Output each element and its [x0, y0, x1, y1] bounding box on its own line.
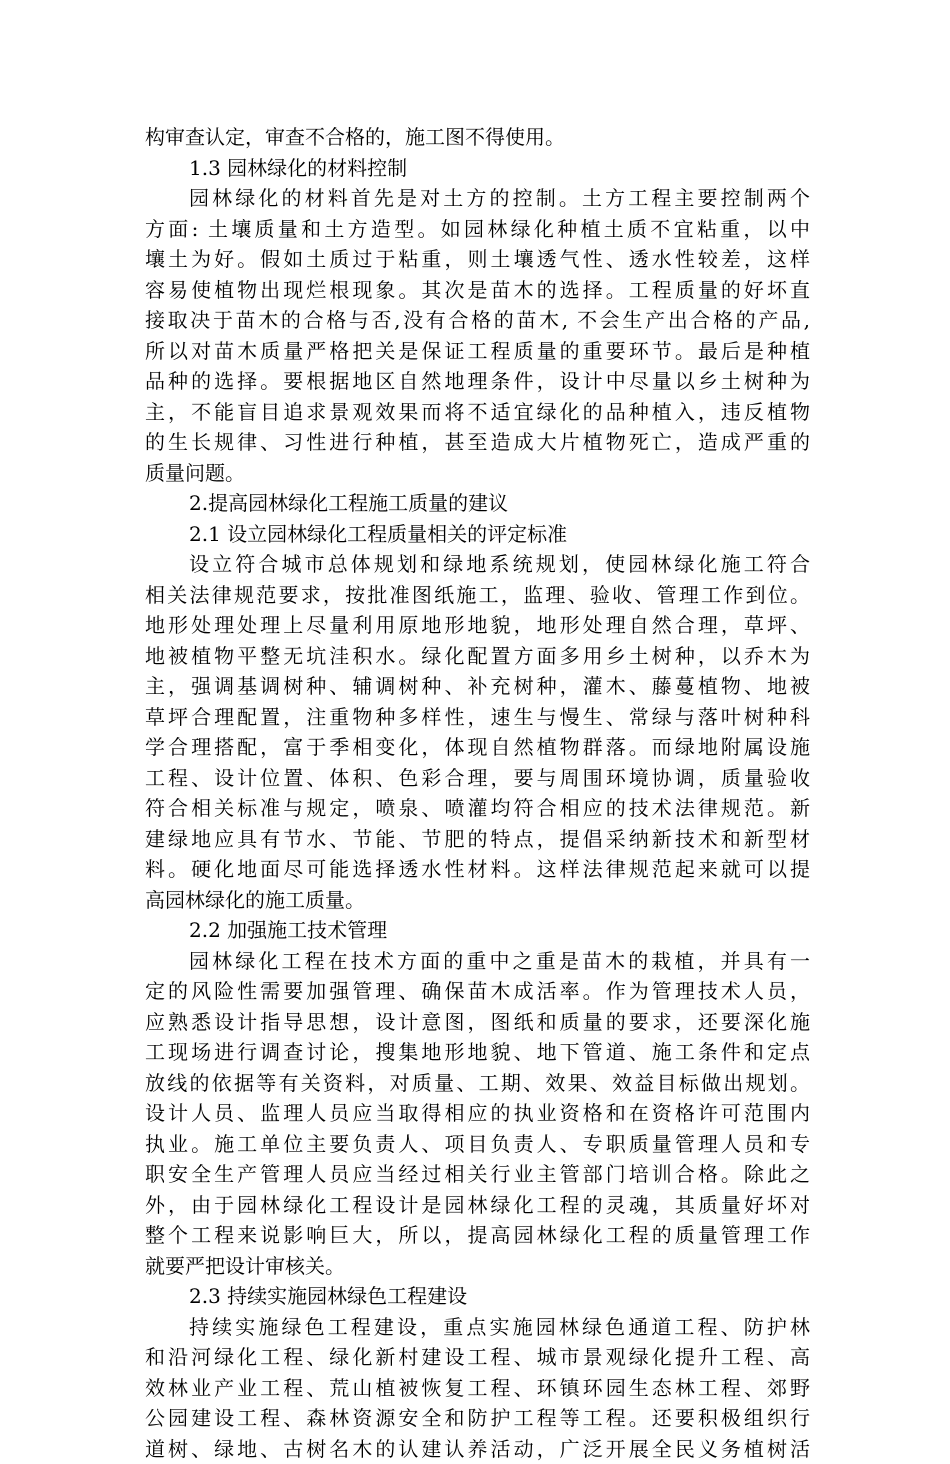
text-line: 构审查认定，审查不合格的，施工图不得使用。 [145, 122, 810, 153]
text-line: 主，不能盲目追求景观效果而将不适宜绿化的品种植入，违反植物 [145, 397, 810, 428]
text-line: 容易使植物出现烂根现象。其次是苗木的选择。工程质量的好坏直 [145, 275, 810, 306]
text-line: 效林业产业工程、荒山植被恢复工程、环镇环园生态林工程、郊野 [145, 1373, 810, 1404]
text-line: 壤土为好。假如土质过于粘重，则土壤透气性、透水性较差，这样 [145, 244, 810, 275]
text-line: 整个工程来说影响巨大，所以，提高园林绿化工程的质量管理工作 [145, 1220, 810, 1251]
text-line: 1.3 园林绿化的材料控制 [145, 153, 810, 184]
text-line: 和沿河绿化工程、绿化新村建设工程、城市景观绿化提升工程、高 [145, 1342, 810, 1373]
text-line: 工程、设计位置、体积、色彩合理，要与周围环境协调，质量验收 [145, 763, 810, 794]
text-line: 应熟悉设计指导思想，设计意图，图纸和质量的要求，还要深化施 [145, 1007, 810, 1038]
text-line: 相关法律规范要求，按批准图纸施工，监理、验收、管理工作到位。 [145, 580, 810, 611]
text-line: 公园建设工程、森林资源安全和防护工程等工程。还要积极组织行 [145, 1403, 810, 1434]
text-line: 园林绿化的材料首先是对土方的控制。土方工程主要控制两个 [145, 183, 810, 214]
text-line: 质量问题。 [145, 458, 810, 489]
text-line: 2.2 加强施工技术管理 [145, 915, 810, 946]
text-line: 草坪合理配置，注重物种多样性，速生与慢生、常绿与落叶树种科 [145, 702, 810, 733]
text-line: 2.提高园林绿化工程施工质量的建议 [145, 488, 810, 519]
text-line: 符合相关标准与规定，喷泉、喷灌均符合相应的技术法律规范。新 [145, 793, 810, 824]
text-line: 执业。施工单位主要负责人、项目负责人、专职质量管理人员和专 [145, 1129, 810, 1160]
text-line: 道树、绿地、古树名木的认建认养活动，广泛开展全民义务植树活 [145, 1434, 810, 1464]
text-line: 2.1 设立园林绿化工程质量相关的评定标准 [145, 519, 810, 550]
text-line: 地被植物平整无坑洼积水。绿化配置方面多用乡土树种，以乔木为 [145, 641, 810, 672]
text-line: 职安全生产管理人员应当经过相关行业主管部门培训合格。除此之 [145, 1159, 810, 1190]
text-line: 料。硬化地面尽可能选择透水性材料。这样法律规范起来就可以提 [145, 854, 810, 885]
text-line: 建绿地应具有节水、节能、节肥的特点，提倡采纳新技术和新型材 [145, 824, 810, 855]
text-line: 工现场进行调查讨论，搜集地形地貌、地下管道、施工条件和定点 [145, 1037, 810, 1068]
text-line: 2.3 持续实施园林绿色工程建设 [145, 1281, 810, 1312]
text-line: 设计人员、监理人员应当取得相应的执业资格和在资格许可范围内 [145, 1098, 810, 1129]
text-line: 地形处理处理上尽量利用原地形地貌，地形处理自然合理，草坪、 [145, 610, 810, 641]
text-line: 接取决于苗木的合格与否,没有合格的苗木, 不会生产出合格的产品, [145, 305, 810, 336]
text-line: 园林绿化工程在技术方面的重中之重是苗木的栽植，并具有一 [145, 946, 810, 977]
text-line: 品种的选择。要根据地区自然地理条件，设计中尽量以乡土树种为 [145, 366, 810, 397]
text-line: 的生长规律、习性进行种植，甚至造成大片植物死亡，造成严重的 [145, 427, 810, 458]
text-line: 就要严把设计审核关。 [145, 1251, 810, 1282]
text-line: 放线的依据等有关资料，对质量、工期、效果、效益目标做出规划。 [145, 1068, 810, 1099]
document-body [145, 122, 810, 1464]
text-line: 主，强调基调树种、辅调树种、补充树种，灌木、藤蔓植物、地被 [145, 671, 810, 702]
text-line: 外，由于园林绿化工程设计是园林绿化工程的灵魂，其质量好坏对 [145, 1190, 810, 1221]
text-line: 学合理搭配，富于季相变化，体现自然植物群落。而绿地附属设施 [145, 732, 810, 763]
text-line: 所以对苗木质量严格把关是保证工程质量的重要环节。最后是种植 [145, 336, 810, 367]
text-line: 方面: 土壤质量和土方造型。如园林绿化种植土质不宜粘重，以中 [145, 214, 810, 245]
text-line: 持续实施绿色工程建设，重点实施园林绿色通道工程、防护林 [145, 1312, 810, 1343]
text-line: 定的风险性需要加强管理、确保苗木成活率。作为管理技术人员， [145, 976, 810, 1007]
text-line: 设立符合城市总体规划和绿地系统规划，使园林绿化施工符合 [145, 549, 810, 580]
text-line: 高园林绿化的施工质量。 [145, 885, 810, 916]
